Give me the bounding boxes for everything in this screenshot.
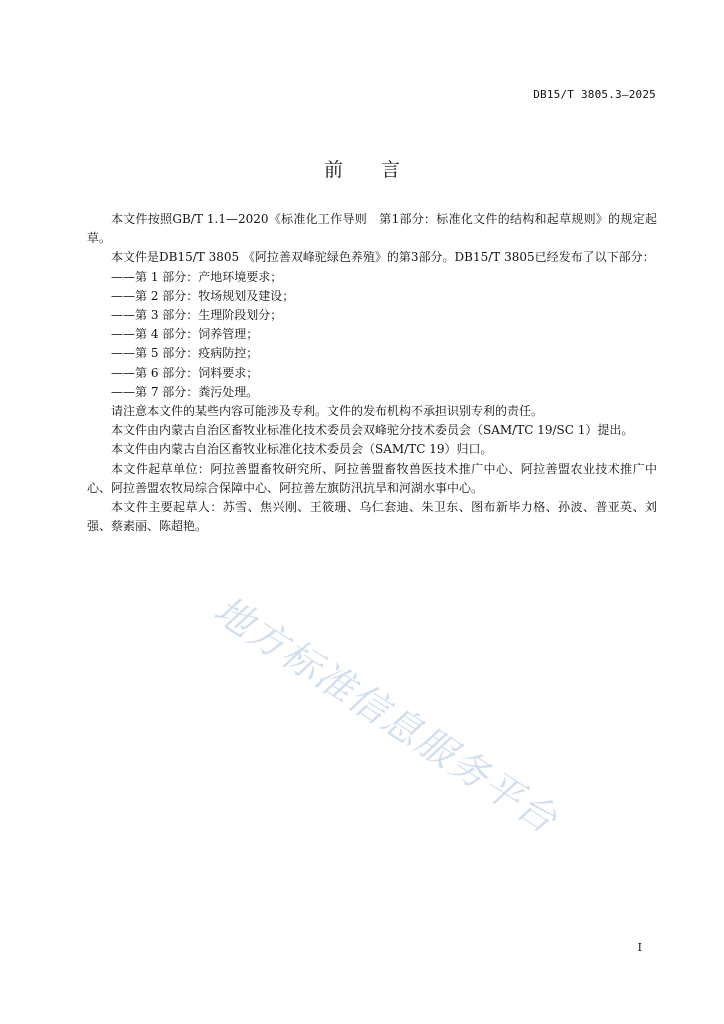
watermark: 地方标准信息服务平台 [206,587,566,843]
list-item-part-6: ——第 6 部分：饲料要求； [111,365,259,380]
document-body [87,210,657,536]
paragraph-drafters: 本文件主要起草人：苏雪、焦兴刚、王筱珊、乌仁套迪、朱卫东、图布新毕力格、孙波、普亚英、刘强、蔡素丽、陈超艳。 [87,500,657,534]
paragraph-series-intro: 本文件是DB15/T 3805 《阿拉善双峰驼绿色养殖》的第3部分。DB15/T 3805已经发布了以下部分： [111,250,655,265]
page-title: 前言 [323,159,438,181]
document-code: DB15/T 3805.3—2025 [533,88,656,101]
page-number: I [637,941,642,954]
list-item-part-3: ——第 3 部分：生理阶段划分； [111,308,283,323]
paragraph-administered-by: 本文件由内蒙古自治区畜牧业标准化技术委员会（SAM/TC 19）归口。 [111,442,493,457]
paragraph-patent-notice: 请注意本文件的某些内容可能涉及专利。文件的发布机构不承担识别专利的责任。 [111,404,544,419]
list-item-part-2: ——第 2 部分：牧场规划及建设； [111,288,295,303]
paragraph-proposed-by: 本文件由内蒙古自治区畜牧业标准化技术委员会双峰驼分技术委员会（SAM/TC 19/SC 1）提出。 [111,423,634,438]
list-item-part-5: ——第 5 部分：疫病防控； [111,346,259,361]
paragraph-drafting-units: 本文件起草单位：阿拉善盟畜牧研究所、阿拉善盟畜牧兽医技术推广中心、阿拉善盟农业技术推广中心、阿拉善盟农牧局综合保障中心、阿拉善左旗防汛抗旱和河湖水事中心。 [87,461,657,495]
paragraph-drafting-rules: 本文件按照GB/T 1.1—2020《标准化工作导则 第1部分：标准化文件的结构和起草规则》的规定起草。 [87,212,657,246]
list-item-part-7: ——第 7 部分：粪污处理。 [111,384,259,399]
list-item-part-1: ——第 1 部分：产地环境要求； [111,269,283,284]
list-item-part-4: ——第 4 部分：饲养管理； [111,327,259,342]
